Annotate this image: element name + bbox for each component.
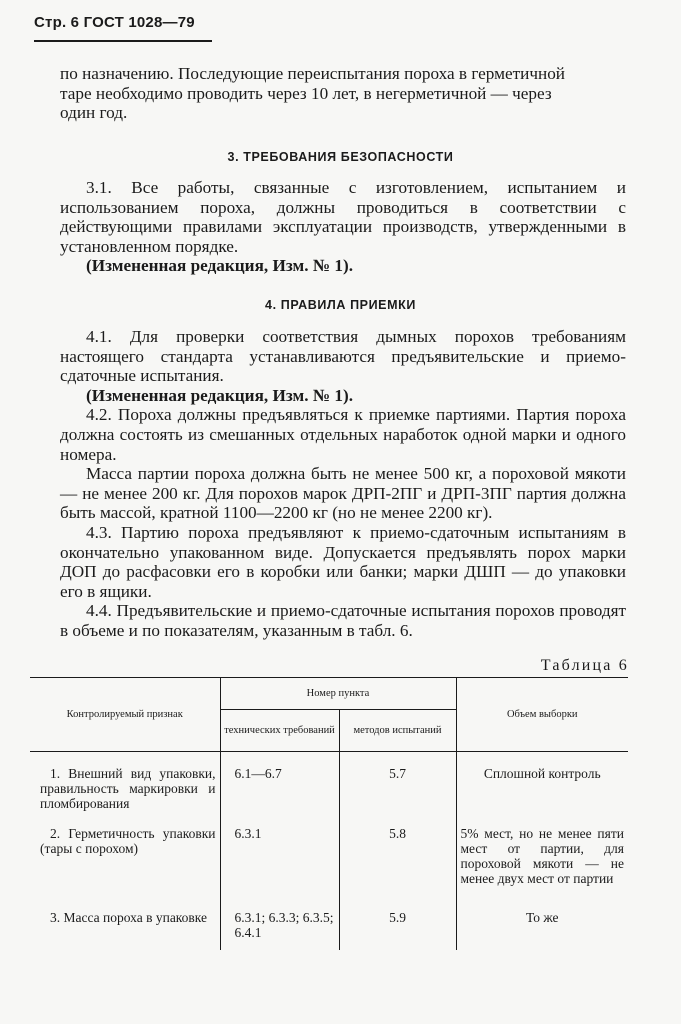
paragraph-4-1: 4.1. Для проверки соответствия дымных порохов требованиям настоящего стандарта устанавливаются предъявительские и приемо-сдаточные испытания. <box>60 327 626 386</box>
paragraph-4-3: 4.3. Партию пороха предъявляют к приемо-сдаточным испытаниям в окончательно упакованном виде. Допускается предъявлять порох марки ДОП до расфасовки его в коробки или банки; марки ДШП — до упаковки его в ящики. <box>60 522 626 601</box>
section-3-body <box>60 178 626 276</box>
table-6 <box>30 677 628 950</box>
row-feature: 3. Масса пороха в упаковке <box>50 909 208 925</box>
row-feature: 1. Внешний вид упаковки, правильность маркировки и пломбирования <box>40 765 216 811</box>
section-4-body <box>60 327 626 641</box>
row-method: 5.7 <box>339 766 456 826</box>
header-feature: Контролируемый признак <box>30 678 220 752</box>
amendment-note: (Измененная редакция, Изм. № 1). <box>86 256 353 276</box>
intro-text <box>60 64 626 123</box>
paragraph-4-2: 4.2. Пороха должны предъявляться к приемке партиями. Партия пороха должна состоять из смешанных отдельных наработок одной марки и одного номера. <box>60 405 626 464</box>
intro-line-2: таре необходимо проводить через 10 лет, в негерметичной — через <box>60 83 552 103</box>
table-row <box>30 766 628 826</box>
row-tech: 6.3.1; 6.3.3; 6.3.5; 6.4.1 <box>220 910 339 950</box>
row-feature: 2. Герметичность упаковки (тары с порохом) <box>40 825 216 856</box>
row-tech: 6.1—6.7 <box>220 766 339 826</box>
intro-line-3: один год. <box>60 103 128 123</box>
header-sample-size: Объем выборки <box>456 678 628 752</box>
intro-line-1: по назначению. Последующие переиспытания пороха в герметичной <box>60 64 565 83</box>
section-3-title: 3. ТРЕБОВАНИЯ БЕЗОПАСНОСТИ <box>227 150 454 164</box>
header-tech-requirements: технических требований <box>220 710 339 752</box>
row-sample: Сплошной контроль <box>456 766 628 826</box>
table-caption: Таблица 6 <box>540 657 629 674</box>
header-rule <box>34 40 212 42</box>
section-4-title: 4. ПРАВИЛА ПРИЕМКИ <box>265 298 416 312</box>
header-test-methods: методов испытаний <box>339 710 456 752</box>
row-tech: 6.3.1 <box>220 826 339 910</box>
amendment-note: (Измененная редакция, Изм. № 1). <box>86 385 353 405</box>
header-item-number: Номер пункта <box>220 678 456 710</box>
row-method: 5.8 <box>339 826 456 910</box>
row-sample: То же <box>456 910 628 950</box>
table-row <box>30 910 628 950</box>
row-sample: 5% мест, но не менее пяти мест от партии, для пороховой мякоти — не менее двух мест от партии <box>456 826 628 910</box>
row-method: 5.9 <box>339 910 456 950</box>
page-header: Стр. 6 ГОСТ 1028—79 <box>34 14 195 31</box>
paragraph-3-1: 3.1. Все работы, связанные с изготовлением, испытанием и использованием пороха, должны проводиться в соответствии с действующими правилами эксплуатации производств, утвержденными в установленном порядке. <box>60 178 626 256</box>
paragraph-4-4: 4.4. Предъявительские и приемо-сдаточные испытания порохов проводят в объеме и по показателям, указанным в табл. 6. <box>60 601 626 640</box>
paragraph-4-2-mass: Масса партии пороха должна быть не менее 500 кг, а пороховой мякоти — не менее 200 кг. Для порохов марок ДРП-2ПГ и ДРП-3ПГ партия должна быть массой, кратной 1100—2200 кг (но не менее 2200 кг). <box>60 464 626 523</box>
table-row <box>30 826 628 910</box>
